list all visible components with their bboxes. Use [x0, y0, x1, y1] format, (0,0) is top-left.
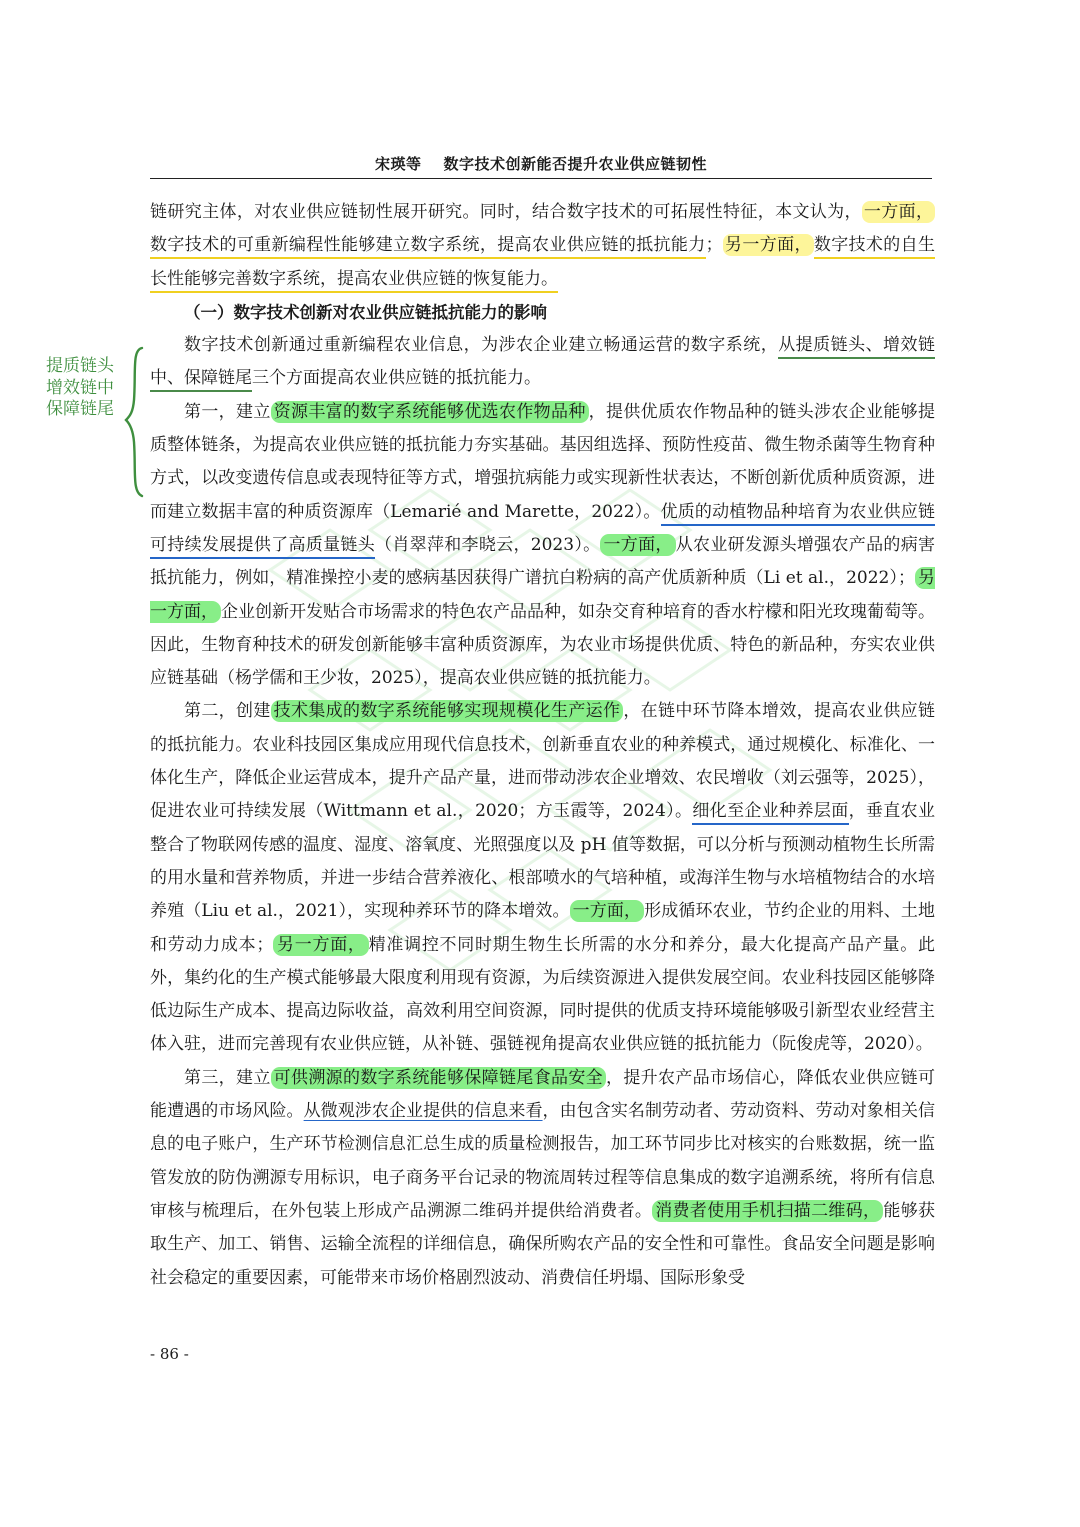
paragraph-third: 第三，建立 可供溯源的数字系统能够保障链尾食品安全 ，提升农产品市场信心，降低农业供应链可能遭遇的市场风险。从微观涉农企业提供的信息来看，由包含实名制劳动者、劳动资料、劳动对象相关信息的电子账户，生产环节检测信息汇总生成的质量检测报告，加工环节同步比对核实的台账数据，统一监管发放的防伪溯源专用标识，电子商务平台记录的物流周转过程等信息集成的数字追溯系统，将所有信息审核与梳理后，在外包装上形成产品溯源二维码并提供给消费者。 消费者使用手机扫描二维码， 能够获取生产、加工、销售、运输全流程的详细信息，确保所购农产品的安全性和可靠性。食品安全问题是影响社会稳定的重要因素，可能带来市场价格剧烈波动、消费信任坍塌、国际形象受 [150, 1067, 936, 1288]
highlight-green: 技术集成的数字系统能够实现规模化生产运作 [271, 700, 624, 722]
highlight-green: 消费者使用手机扫描二维码， [652, 1200, 883, 1222]
underline-green: 从提质链头、增效链中、保障链尾 [150, 335, 935, 392]
highlight-green: 可供溯源的数字系统能够保障链尾食品安全 [271, 1067, 606, 1089]
highlight-yellow: 一方面， [863, 202, 934, 222]
underline-yellow: 数字技术的可重新编程性能够建立数字系统，提高农业供应链的抵抗能力 [150, 235, 706, 259]
handwritten-margin-note [46, 356, 130, 421]
underline-yellow: 数字技术的自生长性能够完善数字系统，提高农业供应链的恢复能力。 [150, 235, 935, 292]
paragraph-first: 第一，建立 资源丰富的数字系统能够优选农作物品种 ，提供优质农作物品种的链头涉农企业能够提质整体链条，为提高农业供应链的抵抗能力夯实基础。基因组选择、预防性疫苗、微生物杀菌等生物育种方式，以改变遗传信息或表现特征等方式，增强抗病能力或实现新性状表达，不断创新优质种质资源，进而建立数据丰富的种质资源库（Lemarié and Marette，2022）。优质的动植物品种培育为农业供应链可持续发展提供了高质量链头（肖翠萍和李晓云，2023）。 一方面， 从农业研发源头增强农产品的病害抵抗能力，例如，精准操控小麦的感病基因获得广谱抗白粉病的高产优质新种质（Li et al.，2022）； 另一方面， 企业创新开发贴合市场需求的特色农产品品种，如杂交育种培育的香水柠檬和阳光玫瑰葡萄等。因此，生物育种技术的研发创新能够丰富种质资源库，为农业市场提供优质、特色的新品种，夯实农业供应链基础（杨学儒和王少妆，2025），提高农业供应链的抵抗能力。 [150, 401, 936, 689]
highlight-green: 资源丰富的数字系统能够优选农作物品种 [271, 401, 589, 423]
page-number: - 86 - [150, 1345, 189, 1363]
section-heading: （一）数字技术创新对农业供应链抵抗能力的影响 [184, 302, 547, 322]
underline-blue: 细化至企业种养层面 [692, 801, 848, 825]
underline-blue: 从微观涉农企业提供的信息来看 [303, 1101, 543, 1122]
header-author: 宋瑛等 [374, 155, 422, 173]
paragraph-intro: 链研究主体，对农业供应链韧性展开研究。同时，结合数字技术的可拓展性特征，本文认为， 一方面，数字技术的可重新编程性能够建立数字系统，提高农业供应链的抵抗能力； 另一方面， 数字技术的自生长性能够完善数字系统，提高农业供应链的恢复能力。 [150, 196, 935, 296]
highlight-green: 一方面， [570, 900, 644, 922]
highlight-green: 另一方面， [150, 568, 935, 622]
highlight-green: 另一方面， [273, 934, 368, 956]
underline-blue: 优质的动植物品种培育为农业供应链可持续发展提供了高质量链头 [150, 502, 935, 559]
running-header [150, 153, 932, 174]
paragraph-overview: 数字技术创新通过重新编程农业信息，为涉农企业建立畅通运营的数字系统，从提质链头、增效链中、保障链尾三个方面提高农业供应链的抵抗能力。 [150, 329, 935, 396]
margin-note-line: 增效链中 [46, 377, 114, 398]
margin-note-line: 提质链头 [46, 356, 114, 376]
curly-brace-annotation [124, 346, 146, 498]
highlight-yellow: 另一方面， [724, 235, 812, 256]
margin-note-line: 保障链尾 [46, 399, 114, 419]
paragraph-second: 第二，创建 技术集成的数字系统能够实现规模化生产运作 ，在链中环节降本增效，提高农业供应链的抵抗能力。农业科技园区集成应用现代信息技术，创新垂直农业的种养模式，通过规模化、标准化、一体化生产，降低企业运营成本，提升产品产量，进而带动涉农企业增效、农民增收（刘云强等，2025），促进农业可持续发展（Wittmann et al.，2020；方玉霞等，2024）。细化至企业种养层面，垂直农业整合了物联网传感的温度、湿度、溶氧度、光照强度以及 pH 值等数据，可以分析与预测动植物生长所需的用水量和营养物质，并进一步结合营养液化、根部喷水的气培种植，或海洋生物与水培植物结合的水培养殖（Liu et al.，2021），实现种养环节的降本增效。 一方面， 形成循环农业，节约企业的用料、土地和劳动力成本； 另一方面， 精准调控不同时期生物生长所需的水分和养分，最大化提高产品产量。此外，集约化的生产模式能够最大限度利用现有资源，为后续资源进入提供发展空间。农业科技园区能够降低边际生产成本、提高边际收益，高效利用空间资源，同时提供的优质支持环境能够吸引新型农业经营主体入驻，进而完善现有农业供应链，从补链、强链视角提高农业供应链的抵抗能力（阮俊虎等，2020）。 [150, 701, 936, 1055]
header-rule [150, 178, 932, 179]
highlight-green: 一方面， [600, 534, 675, 556]
article-body [150, 196, 935, 1295]
header-title: 数字技术创新能否提升农业供应链韧性 [443, 155, 708, 173]
